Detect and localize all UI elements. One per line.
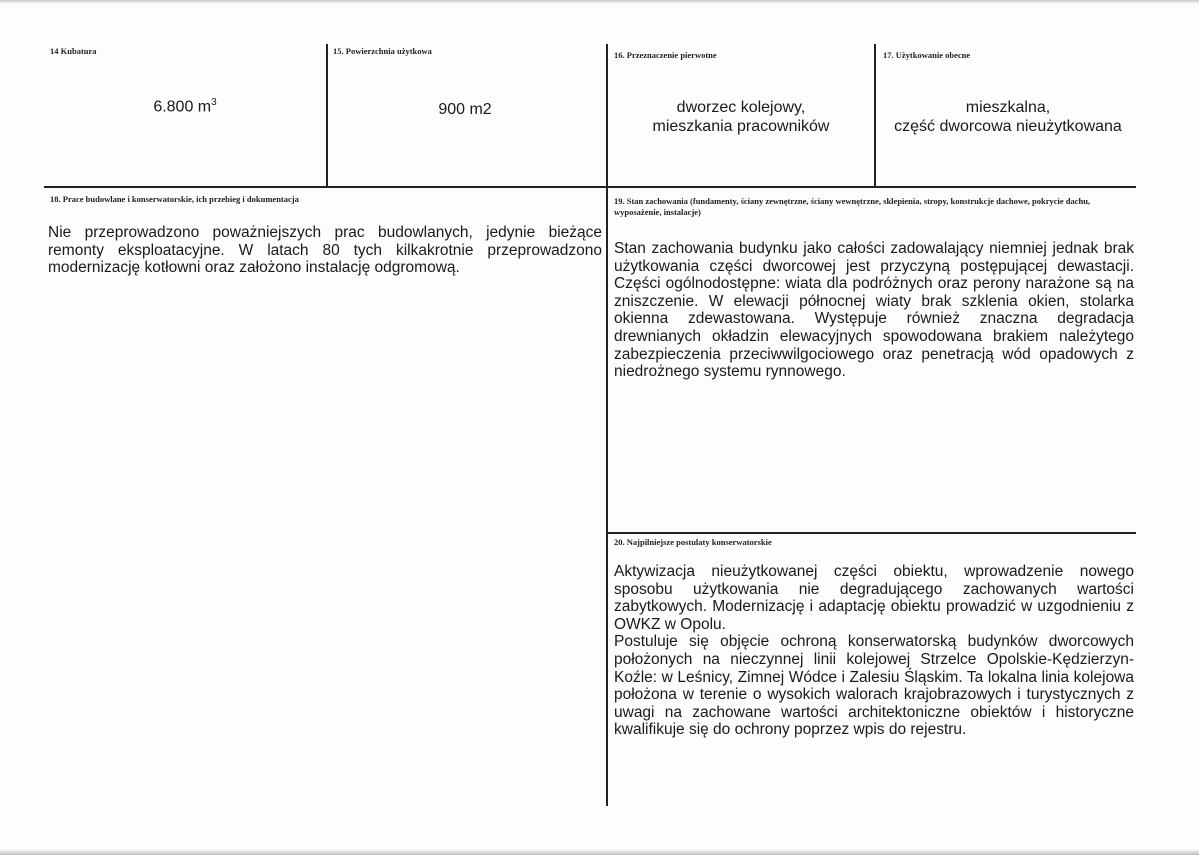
kubatura-value [60, 93, 310, 116]
divider-h-2 [606, 532, 1136, 534]
uzytkowanie-header: 17. Użytkowanie obecne [883, 50, 971, 60]
scan-edge-bottom [0, 849, 1199, 855]
divider-v-3 [874, 44, 876, 186]
uzytkowanie-line1: mieszkalna, [965, 99, 1051, 116]
kubatura-value-exponent: 3 [211, 97, 217, 108]
postulaty-body [614, 563, 1134, 739]
stan-text: Stan zachowania budynku jako całości zadowalający niemniej jednak brak użytkowania części dworcowej jest przyczyną postępującej dewastacji. Części ogólnodostępne: wiata dla podróżnych oraz perony narażone są na zniszczenie. W elewacji północnej wiaty brak szklenia okien, stolarka okienna zdewastowana. Występuje również znaczna degradacja drewnianych okładzin elewacyjnych spowodowana brakiem należytego zabezpieczenia przeciwwilgociowego oraz penetracją wód opadowych z niedrożnego systemu rynnowego. [614, 240, 1134, 381]
przeznaczenie-line2: mieszkania pracowników [652, 118, 830, 135]
przeznaczenie-header: 16. Przeznaczenie pierwotne [614, 50, 717, 60]
kubatura-value-number: 6.800 m [153, 98, 212, 116]
powierzchnia-header: 15. Powierzchnia użytkowa [333, 46, 432, 56]
scan-edge-top [0, 0, 1199, 4]
divider-v-2 [606, 44, 608, 806]
uzytkowanie-value [880, 98, 1136, 136]
postulaty-header: 20. Najpilniejsze postulaty konserwatorskie [614, 537, 772, 547]
prace-header: 18. Prace budowlane i konserwatorskie, ich przebieg i dokumentacja [50, 194, 299, 204]
powierzchnia-value: 900 m2 [438, 101, 492, 118]
przeznaczenie-line1: dworzec kolejowy, [676, 99, 806, 116]
uzytkowanie-line2: część dworcowa nieużytkowana [894, 118, 1122, 135]
kubatura-header: 14 Kubatura [50, 46, 97, 56]
przeznaczenie-value [612, 98, 870, 136]
divider-v-1 [326, 44, 328, 186]
divider-h-1 [44, 186, 1136, 188]
postulaty-text-1: Aktywizacja nieużytkowanej części obiektu, wprowadzenie nowego sposobu użytkowania nie degradującego zachowanych wartości zabytkowych. Modernizację i adaptację obiektu prowadzić w uzgodnieniu z OWKZ w Opolu. [614, 563, 1134, 633]
stan-header: 19. Stan zachowania (fundamenty, ściany zewnętrzne, ściany wewnętrzne, sklepienia, stropy, konstrukcje dachowe, pokrycie dachu, wyposażenie, instalacje) [614, 196, 1091, 217]
prace-text: Nie przeprowadzono poważniejszych prac budowlanych, jedynie bieżące remonty eksploatacyjne. W latach 80 tych kilkakrotnie przeprowadzono modernizację kotłowni oraz założono instalację odgromową. [48, 224, 602, 277]
postulaty-text-2: Postuluje się objęcie ochroną konserwatorską budynków dworcowych położonych na nieczynnej linii kolejowej Strzelce Opolskie-Kędzierzyn-Koźle: w Leśnicy, Zimnej Wódce i Zalesiu Śląskim. Ta lokalna linia kolejowa położona w terenie o wysokich walorach krajobrazowych i turystycznych z uwagi na zachowane wartości architektoniczne obiektów i historyczne kwalifikuje się do ochrony poprzez wpis do rejestru. [614, 633, 1134, 739]
